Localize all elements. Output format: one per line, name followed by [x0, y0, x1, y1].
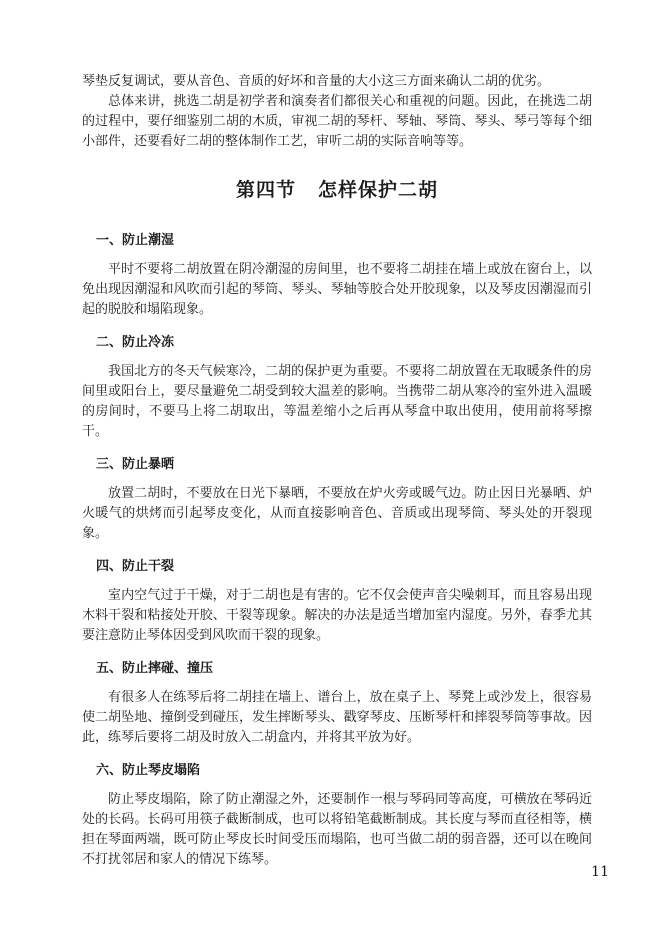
subsection-heading: 六、防止琴皮塌陷 — [96, 763, 201, 778]
intro-paragraph-2: 总体来讲，挑选二胡是初学者和演奏者们都很关心和重视的问题。因此，在挑选二胡的过程中，要仔细鉴别二胡的木质，审视二胡的琴杆、琴轴、琴筒、琴头、琴弓等每个细小部件，还要看好二胡的整体制作工艺，审听二胡的实际音响等等。 — [82, 94, 592, 149]
subsection-body: 室内空气过于干燥，对于二胡也是有害的。它不仅会使声音尖噪刺耳，而且容易出现木料干裂和粘接处开胶、干裂等现象。解决的办法是适当增加室内湿度。另外，春季尤其要注意防止琴体因受到风吹而干裂的现象。 — [82, 588, 592, 643]
section-title-text: 怎样保护二胡 — [318, 179, 439, 201]
subsection-body: 防止琴皮塌陷，除了防止潮湿之外，还要制作一根与琴码同等高度，可横放在琴码近处的长码。长码可用筷子截断制成，也可以将铅笔截断制成。其长度与琴而直径相等，横担在琴面两端，既可防止琴皮长时间受压而塌陷，也可当做二胡的弱音器，还可以在晚间不打扰邻居和家人的情况下练琴。 — [82, 792, 592, 867]
subsection-body: 放置二胡时，不要放在日光下暴晒，不要放在炉火旁或暖气边。防止因日光暴晒、炉火暖气的烘烤而引起琴皮变化，从而直接影响音色、音质或出现琴筒、琴头处的开裂现象。 — [82, 486, 592, 541]
section-title — [82, 178, 592, 202]
subsection-dry-cracking — [82, 558, 592, 646]
subsection-moisture — [82, 232, 592, 320]
subsection-body: 平时不要将二胡放置在阴冷潮湿的房间里，也不要将二胡挂在墙上或放在窗台上，以免出现因潮湿和风吹而引起的琴筒、琴头、琴轴等胶合处开胶现象，以及琴皮因潮湿而引起的脱胶和塌陷现象。 — [82, 262, 592, 317]
subsection-heading: 五、防止摔碰、撞压 — [96, 661, 214, 676]
subsection-body: 有很多人在练琴后将二胡挂在墙上、谱台上，放在桌子上、琴凳上或沙发上，很容易使二胡坠地、撞倒受到碰压，发生摔断琴头、戳穿琴皮、压断琴杆和摔裂琴筒等事故。因此，练琴后要将二胡及时放入二胡盒内，并将其平放为好。 — [82, 690, 592, 745]
subsection-freezing — [82, 334, 592, 442]
subsection-heading: 三、防止暴晒 — [96, 457, 175, 472]
subsection-impact — [82, 660, 592, 748]
subsection-skin-collapse — [82, 762, 592, 870]
intro-paragraph-1: 琴垫反复调试，要从音色、音质的好坏和音量的大小这三方面来确认二胡的优劣。 — [82, 74, 551, 89]
page-number: 11 — [591, 864, 609, 880]
subsection-sun-exposure — [82, 456, 592, 544]
subsection-heading: 二、防止冷冻 — [96, 335, 175, 350]
subsection-body: 我国北方的冬天气候寒冷，二胡的保护更为重要。不要将二胡放置在无取暖条件的房间里或阳台上，要尽量避免二胡受到较大温差的影响。当携带二胡从寒冷的室外进入温暖的房间时，不要马上将二胡取出，等温差缩小之后再从琴盒中取出使用，使用前将琴擦干。 — [82, 364, 592, 439]
section-number: 第四节 — [235, 179, 296, 201]
page-content — [82, 72, 592, 884]
subsection-heading: 四、防止干裂 — [96, 559, 175, 574]
subsection-heading: 一、防止潮湿 — [96, 233, 175, 248]
